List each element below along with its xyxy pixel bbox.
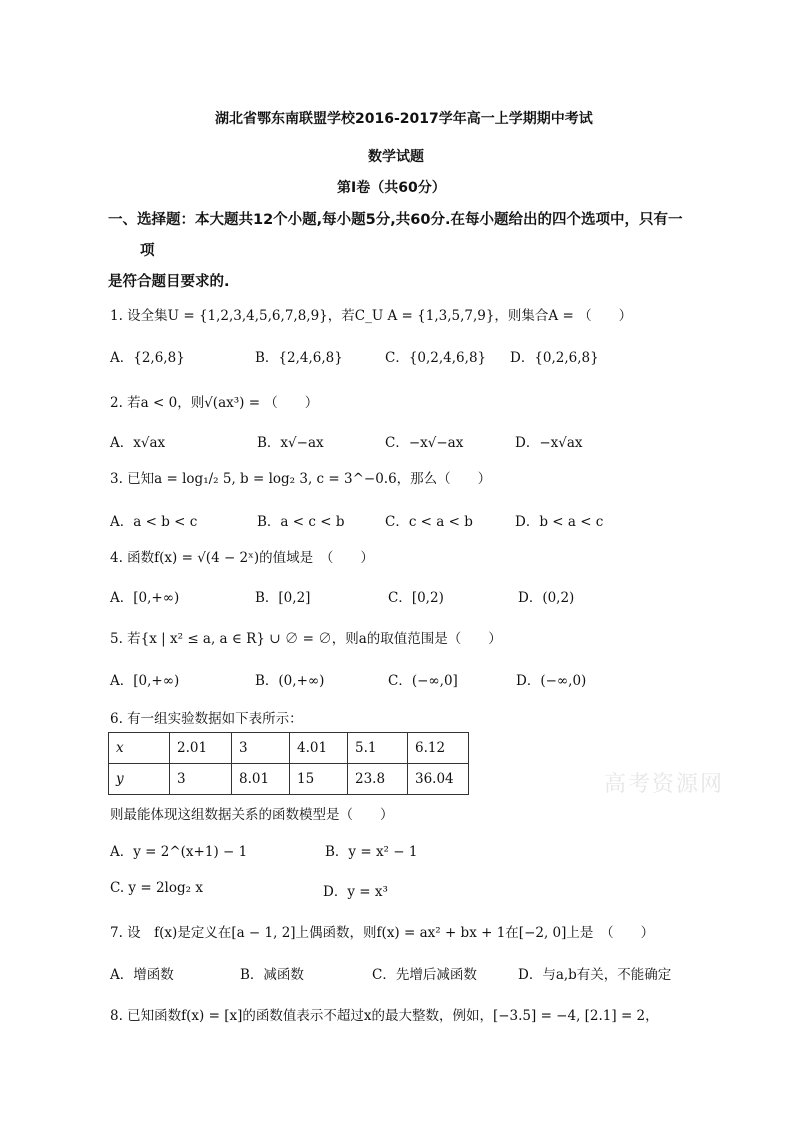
table-cell: 2.01 [170, 733, 232, 764]
question-5-option-b: B．(0,+∞) [255, 673, 325, 689]
question-4-option-a: A．[0,+∞) [110, 590, 180, 606]
watermark: 高考资源网 [604, 772, 725, 797]
question-6-option-b: B．y = x² − 1 [325, 844, 418, 860]
question-7-option-c: C．先增后减函数 [372, 967, 477, 983]
question-7-option-a: A．增函数 [110, 967, 174, 983]
data-table [108, 732, 469, 795]
question-6-option-c: C. y = 2log₂ x [110, 880, 203, 896]
question-5-option-a: A．[0,+∞) [110, 673, 180, 689]
section-instruction-line3: 是符合题目要求的. [108, 274, 230, 290]
question-1-stem: 1. 设全集U = {1,2,3,4,5,6,7,8,9}，若C_U A = {1,3,5,7,9}，则集合A = （ ） [110, 308, 633, 324]
question-2-option-d: D．−x√ax [515, 435, 583, 451]
table-cell: 3 [232, 733, 290, 764]
question-6-option-d: D．y = x³ [323, 884, 388, 900]
question-2-option-c: C．−x√−ax [385, 435, 464, 451]
question-4-option-b: B．[0,2] [255, 590, 311, 606]
table-cell: 4.01 [290, 733, 348, 764]
question-5-option-d: D．(−∞,0) [516, 673, 587, 689]
question-1-option-d: D．{0,2,6,8} [510, 350, 599, 366]
table-row [109, 733, 469, 764]
table-cell: 23.8 [348, 764, 408, 795]
question-8-stem: 8. 已知函数f(x) = [x]的函数值表示不超过x的最大整数，例如，[−3.5] = −4, [2.1] = 2， [110, 1008, 659, 1024]
table-cell: y [109, 764, 170, 795]
question-2-stem: 2. 若a < 0，则√(ax³) = （ ） [110, 395, 319, 411]
part-title: 第Ⅰ卷（共60分） [337, 180, 446, 196]
table-cell: 6.12 [408, 733, 469, 764]
section-instruction-line1: 一、选择题：本大题共12个小题,每小题5分,共60分.在每小题给出的四个选项中，只有一 [108, 212, 683, 228]
question-7-option-b: B．减函数 [240, 967, 304, 983]
table-cell: 3 [170, 764, 232, 795]
table-cell: 5.1 [348, 733, 408, 764]
table-row [109, 764, 469, 795]
subject-title: 数学试题 [368, 149, 424, 165]
question-3-option-d: D．b < a < c [515, 514, 604, 530]
question-1-option-a: A．{2,6,8} [110, 350, 185, 366]
question-6-follow: 则最能体现这组数据关系的函数模型是（ ） [110, 807, 394, 823]
question-2-option-b: B．x√−ax [257, 435, 324, 451]
question-2-option-a: A．x√ax [110, 435, 166, 451]
question-5-stem: 5. 若{x | x² ≤ a, a ∈ R} ∪ ∅ = ∅，则a的取值范围是（ ） [110, 631, 502, 647]
question-6-option-a: A．y = 2^(x+1) − 1 [110, 844, 248, 860]
question-3-option-b: B．a < c < b [257, 514, 345, 530]
question-4-option-d: D．(0,2) [518, 590, 575, 606]
question-4-stem: 4. 函数f(x) = √(4 − 2ˣ)的值域是 （ ） [110, 550, 374, 566]
question-6-stem: 6. 有一组实验数据如下表所示： [110, 711, 303, 727]
exam-title: 湖北省鄂东南联盟学校2016-2017学年高一上学期期中考试 [215, 111, 593, 127]
question-7-stem: 7. 设 f(x)是定义在[a − 1, 2]上偶函数，则f(x) = ax² + bx + 1在[−2, 0]上是 （ ） [110, 925, 655, 941]
question-7-option-d: D．与a,b有关，不能确定 [518, 967, 672, 983]
question-5-option-c: C．(−∞,0] [388, 673, 458, 689]
question-3-stem: 3. 已知a = log₁/₂ 5, b = log₂ 3, c = 3^−0.6，那么（ ） [110, 471, 492, 487]
table-cell: 8.01 [232, 764, 290, 795]
section-instruction-line2: 项 [140, 243, 155, 259]
question-4-option-c: C．[0,2) [388, 590, 444, 606]
question-1-option-c: C．{0,2,4,6,8} [385, 350, 487, 366]
question-3-option-c: C．c < a < b [385, 514, 473, 530]
table-cell: 36.04 [408, 764, 469, 795]
question-3-option-a: A．a < b < c [110, 514, 198, 530]
table-cell: x [109, 733, 170, 764]
table-cell: 15 [290, 764, 348, 795]
question-1-option-b: B．{2,4,6,8} [255, 350, 343, 366]
